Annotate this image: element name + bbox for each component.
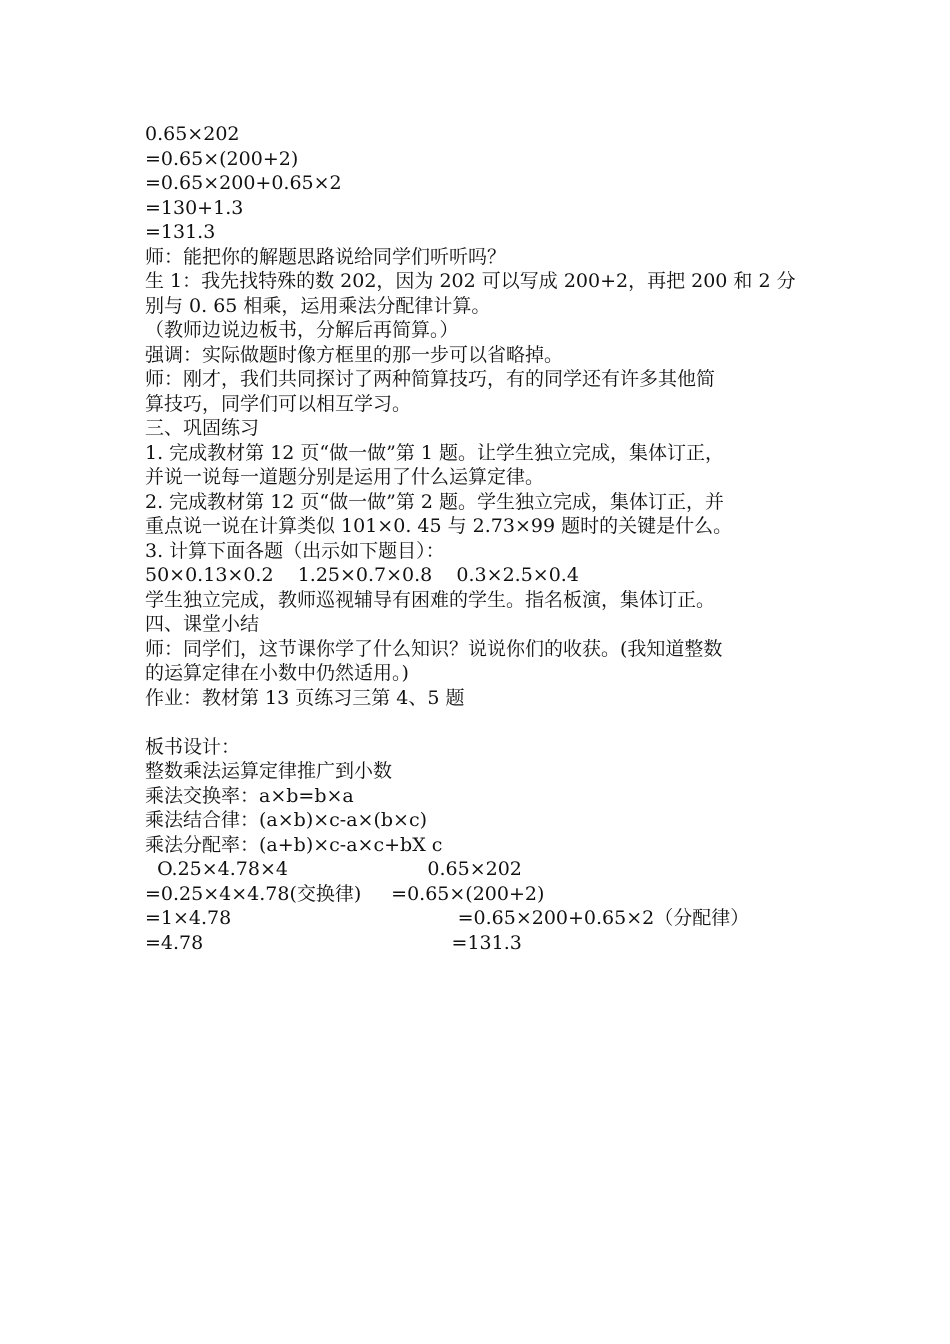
board-law: 乘法分配率：(a+b)×c-a×c+bX c xyxy=(145,833,443,856)
board-right-step: 0.65×202 xyxy=(367,858,522,880)
practice-item: 3. 计算下面各题（出示如下题目）： xyxy=(145,539,445,562)
board-law: 乘法结合律：(a×b)×c-a×(b×c) xyxy=(145,809,428,831)
summary-heading: 四、课堂小结 xyxy=(145,613,260,635)
practice-exercises: 50×0.13×0.2 1.25×0.7×0.8 0.3×2.5×0.4 xyxy=(145,564,579,586)
board-title: 整数乘法运算定律推广到小数 xyxy=(145,760,393,782)
blank-line xyxy=(145,710,815,735)
practice-heading: 三、巩固练习 xyxy=(145,417,260,439)
dialog-line: 生 1：我先找特殊的数 202，因为 202 可以写成 200+2，再把 200 和 2 分 xyxy=(145,270,796,292)
calc-line: =0.65×(200+2) xyxy=(145,147,299,170)
summary-line: 师：同学们，这节课你学了什么知识？说说你们的收获。(我知道整数 xyxy=(145,637,723,660)
calc-line: =130+1.3 xyxy=(145,196,244,219)
practice-item: 学生独立完成，教师巡视辅导有困难的学生。指名板演，集体订正。 xyxy=(145,588,716,611)
practice-item: 2. 完成教材第 12 页“做一做”第 2 题。学生独立完成，集体订正，并 xyxy=(145,490,725,513)
calc-line: =131.3 xyxy=(145,221,216,243)
board-heading: 板书设计： xyxy=(145,735,241,758)
summary-line: 的运算定律在小数中仍然适用。) xyxy=(145,662,409,684)
dialog-line: （教师边说边板书，分解后再简算。） xyxy=(145,319,459,341)
board-calc-row xyxy=(145,931,815,956)
board-law: 乘法交换率：a×b=b×a xyxy=(145,784,354,807)
dialog-line: 强调：实际做题时像方框里的那一步可以省略掉。 xyxy=(145,343,564,366)
practice-item: 1. 完成教材第 12 页“做一做”第 1 题。让学生独立完成，集体订正， xyxy=(145,441,725,464)
practice-item: 并说一说每一道题分别是运用了什么运算定律。 xyxy=(145,466,545,488)
calc-line: =0.65×200+0.65×2 xyxy=(145,172,342,194)
board-right-step: =0.65×(200+2) xyxy=(367,882,545,905)
board-left-step: =4.78 xyxy=(145,931,204,954)
dialog-line: 算技巧，同学们可以相互学习。 xyxy=(145,392,412,415)
document-page xyxy=(145,122,815,955)
dialog-line: 师：刚才，我们共同探讨了两种简算技巧，有的同学还有许多其他简 xyxy=(145,368,716,390)
board-right-step: =0.65×200+0.65×2（分配律） xyxy=(367,907,750,929)
board-left-step: O.25×4.78×4 xyxy=(145,858,288,880)
board-calc-row xyxy=(145,882,815,907)
board-left-step: =0.25×4×4.78(交换律) xyxy=(145,882,362,905)
homework-line: 作业：教材第 13 页练习三第 4、5 题 xyxy=(145,686,465,709)
board-calc-row xyxy=(145,857,815,882)
calc-line: 0.65×202 xyxy=(145,123,240,145)
board-left-step: =1×4.78 xyxy=(145,907,232,929)
board-right-step: =131.3 xyxy=(367,931,522,954)
board-calc-row xyxy=(145,906,815,931)
dialog-line: 别与 0. 65 相乘，运用乘法分配律计算。 xyxy=(145,294,491,317)
practice-item: 重点说一说在计算类似 101×0. 45 与 2.73×99 题时的关键是什么。 xyxy=(145,515,733,537)
dialog-line: 师：能把你的解题思路说给同学们听听吗？ xyxy=(145,245,507,268)
